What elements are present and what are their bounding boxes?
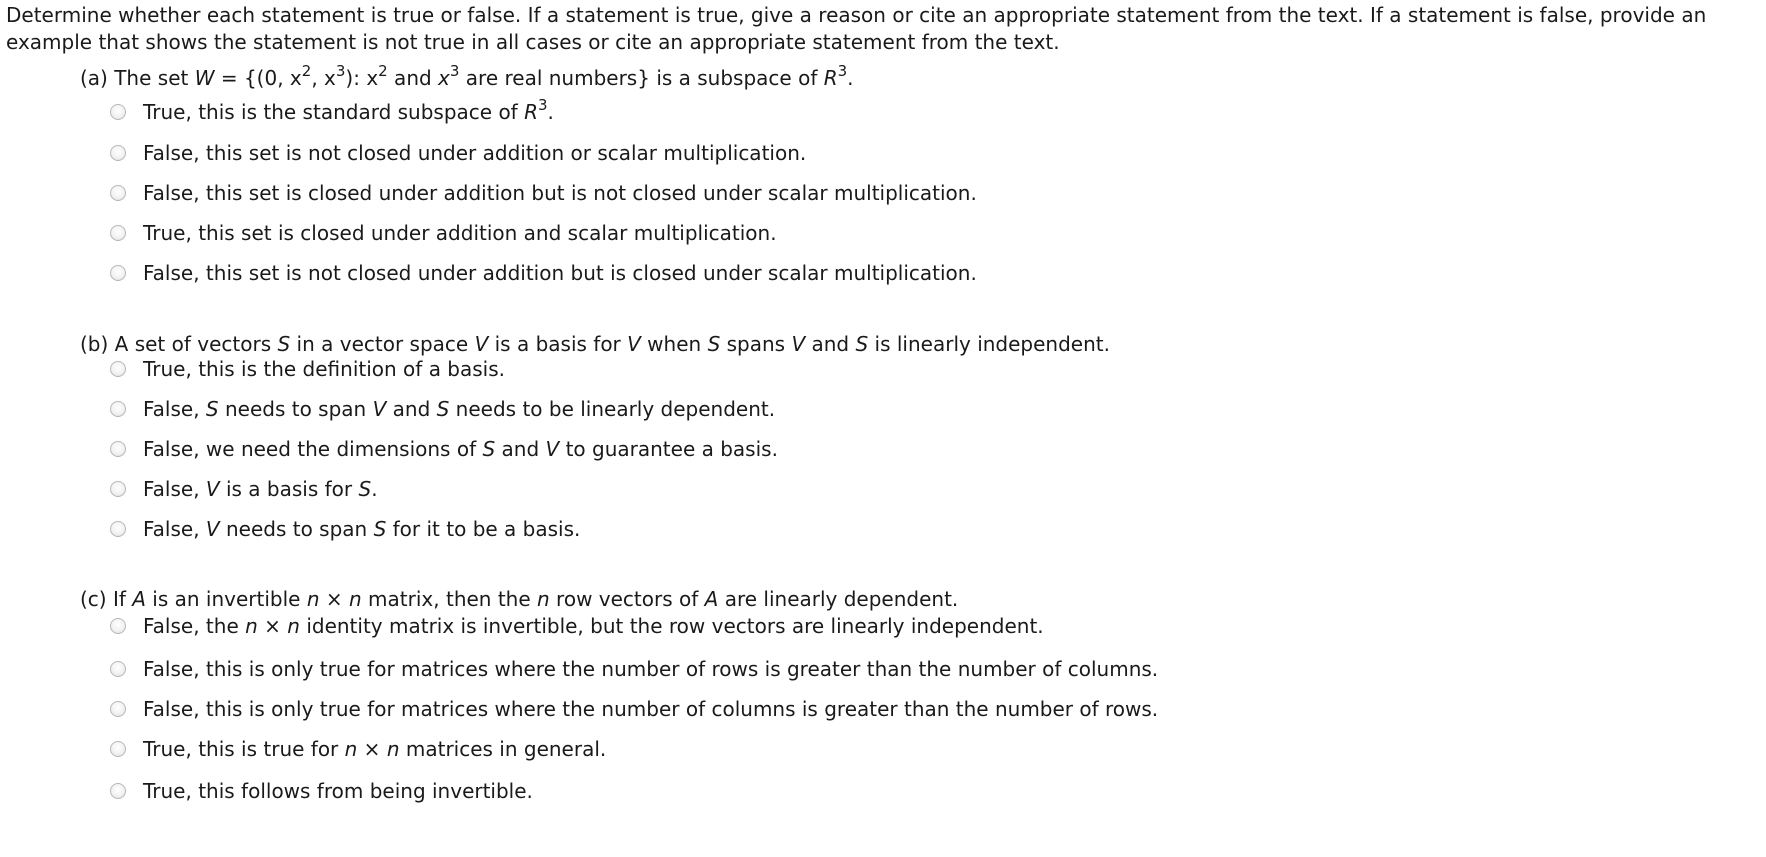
option-b-1[interactable] <box>110 355 505 383</box>
option-c-2[interactable] <box>110 655 1158 683</box>
radio-button[interactable] <box>110 618 126 634</box>
option-label: True, this follows from being invertible. <box>143 779 533 803</box>
option-label: False, V is a basis for S. <box>143 477 378 501</box>
radio-button[interactable] <box>110 225 126 241</box>
option-b-4[interactable] <box>110 475 378 503</box>
option-b-3[interactable] <box>110 435 778 463</box>
option-a-1[interactable] <box>110 98 554 126</box>
radio-button[interactable] <box>110 104 126 120</box>
option-label: True, this set is closed under addition and scalar multiplication. <box>143 221 777 245</box>
option-label: False, S needs to span V and S needs to be linearly dependent. <box>143 397 776 421</box>
radio-button[interactable] <box>110 701 126 717</box>
option-label: True, this is the definition of a basis. <box>143 357 506 381</box>
radio-button[interactable] <box>110 441 126 457</box>
option-label: False, this is only true for matrices where the number of rows is greater than the number of columns. <box>143 657 1159 681</box>
option-label: False, we need the dimensions of S and V to guarantee a basis. <box>143 437 778 461</box>
radio-button[interactable] <box>110 783 126 799</box>
option-label: False, this is only true for matrices where the number of columns is greater than the number of rows. <box>143 697 1159 721</box>
option-label: False, the n × n identity matrix is invertible, but the row vectors are linearly independent. <box>143 614 1044 638</box>
radio-button[interactable] <box>110 661 126 677</box>
radio-button[interactable] <box>110 481 126 497</box>
option-c-1[interactable] <box>110 612 1044 640</box>
option-label: True, this is the standard subspace of $R^3$. <box>143 96 554 124</box>
question-c-statement: (c) If A is an invertible n × n matrix, then the n row vectors of A are linearly dependent. <box>80 587 959 611</box>
option-label: False, this set is not closed under addition but is closed under scalar multiplication. <box>143 261 977 285</box>
option-c-3[interactable] <box>110 695 1158 723</box>
question-b-statement: (b) A set of vectors S in a vector space V is a basis for V when S spans V and S is linearly independent. <box>80 332 1110 356</box>
option-a-3[interactable] <box>110 179 977 207</box>
option-a-2[interactable] <box>110 139 806 167</box>
question-a-statement: (a) The set W = {(0, $x^2$, $x^3$): $x^2$ and $x^3$ are real numbers} is a subspace of $R^3$. <box>80 62 854 90</box>
radio-button[interactable] <box>110 145 126 161</box>
option-label: False, this set is not closed under addition or scalar multiplication. <box>143 141 807 165</box>
radio-button[interactable] <box>110 361 126 377</box>
radio-button[interactable] <box>110 741 126 757</box>
option-c-5[interactable] <box>110 777 533 805</box>
option-label: True, this is true for n × n matrices in general. <box>143 737 607 761</box>
option-b-5[interactable] <box>110 515 580 543</box>
option-a-4[interactable] <box>110 219 777 247</box>
option-b-2[interactable] <box>110 395 775 423</box>
radio-button[interactable] <box>110 185 126 201</box>
radio-button[interactable] <box>110 401 126 417</box>
option-a-5[interactable] <box>110 259 977 287</box>
option-label: False, V needs to span S for it to be a basis. <box>143 517 581 541</box>
option-label: False, this set is closed under addition but is not closed under scalar multiplication. <box>143 181 977 205</box>
option-c-4[interactable] <box>110 735 606 763</box>
instructions-text: Determine whether each statement is true or false. If a statement is true, give a reason or cite an appropriate statement from the text. If a statement is false, provide an example that shows the statement is not true in all cases or cite an appropriate statement from the text. <box>6 3 1707 54</box>
radio-button[interactable] <box>110 521 126 537</box>
radio-button[interactable] <box>110 265 126 281</box>
